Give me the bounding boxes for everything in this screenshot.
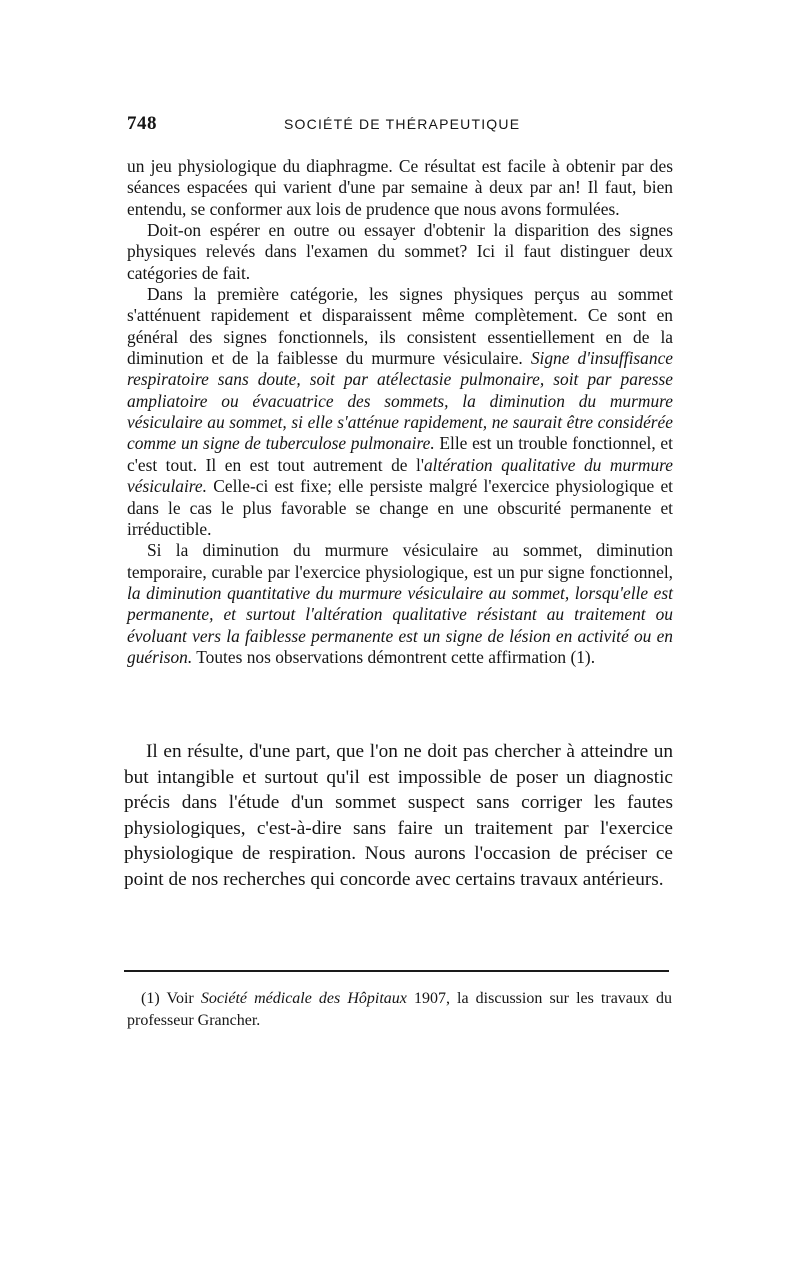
paragraph-1: un jeu physiologique du diaphragme. Ce résultat est facile à obtenir par des séances espacées qui varient d'une par semaine à deux par an! Il faut, bien entendu, se conformer aux lois de prudence que nous avons formulées. (127, 156, 673, 219)
footnote-rule (124, 970, 669, 972)
footnote-text-b: 1907, la discussion sur les travaux du professeur Grancher. (127, 990, 672, 1029)
paragraph-3-text-a: Dans la première catégorie, les signes physiques perçus au sommet s'atténuent rapidement et disparaissent même complètement. Ce sont en général des signes fonctionnels, ils consistent essentiellement en de la diminution et de la faiblesse du murmure vésiculaire. (127, 284, 673, 369)
main-text (127, 156, 673, 668)
paragraph-5: Il en résulte, d'une part, que l'on ne doit pas chercher à atteindre un but intangible et surtout qu'il est impossible de poser un diagnostic précis dans l'étude d'un sommet suspect sans corriger les fautes physiologiques, c'est-à-dire sans faire un traitement par l'exercice physiologique de respiration. Nous aurons l'occasion de préciser ce point de nos recherches qui concorde avec certains travaux antérieurs. (124, 741, 673, 890)
paragraph-3 (127, 284, 673, 540)
footnote-text-a: Voir (159, 990, 201, 1007)
conclusion-text (124, 739, 673, 893)
paragraph-4-italic: la diminution quantitative du murmure vésiculaire au sommet, lorsqu'elle est permanente, et surtout l'altération qualitative résistant au traitement ou évoluant vers la faiblesse permanente est un signe de lésion en activité ou en guérison. (127, 582, 673, 667)
paragraph-4 (127, 540, 673, 668)
running-title: SOCIÉTÉ DE THÉRAPEUTIQUE (284, 116, 521, 132)
paragraph-4-text-b: Toutes nos observations démontrent cette affirmation (1). (192, 646, 596, 667)
paragraph-3-text-b: Elle est un trouble fonctionnel, et c'est tout. Il en est tout autrement de l' (127, 433, 673, 475)
paragraph-4-text-a: Si la diminution du murmure vésiculaire au sommet, diminution temporaire, curable par l'exercice physiologique, est un pur signe fonctionnel, (127, 540, 673, 582)
footnote-body (127, 988, 672, 1032)
footnote-marker: (1) (141, 990, 160, 1007)
footnote (127, 988, 672, 1032)
running-head (127, 113, 672, 141)
paragraph-3-italic-a: Signe d'insuffisance respiratoire sans doute, soit par atélectasie pulmonaire, soit par paresse ampliatoire ou évacuatrice des sommets, la diminution du murmure vésiculaire au sommet, si elle s'atténue rapidement, ne saurait être considérée comme un signe de tuberculose pulmonaire. (127, 348, 674, 454)
paragraph-3-text-c: Celle-ci est fixe; elle persiste malgré l'exercice physiologique et dans le cas le plus favorable se change en une obscurité permanente et irréductible. (127, 476, 673, 539)
paragraph-3-italic-b: altération qualitative du murmure vésiculaire. (127, 454, 673, 497)
page-number: 748 (127, 113, 157, 134)
paragraph-2: Doit-on espérer en outre ou essayer d'obtenir la disparition des signes physiques relevés dans l'examen du sommet? Ici il faut distinguer deux catégories de fait. (127, 220, 673, 283)
footnote-italic: Société médicale des Hôpitaux (200, 990, 407, 1007)
